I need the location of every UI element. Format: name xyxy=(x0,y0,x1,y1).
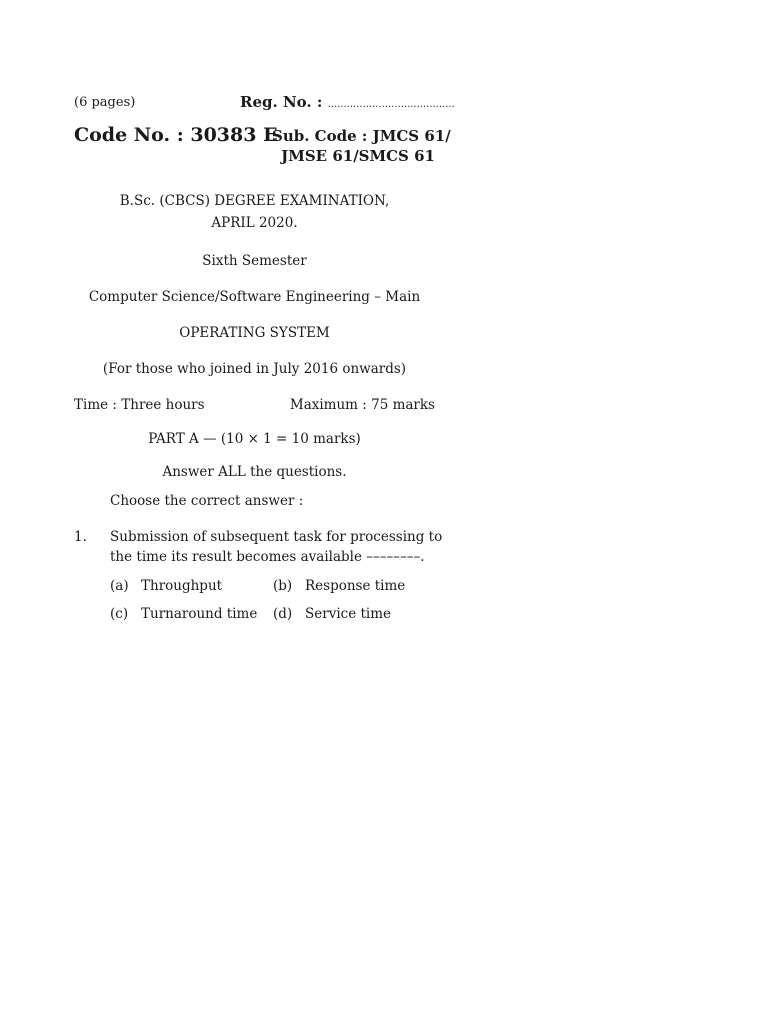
sub-code-line-2: JMSE 61/SMCS 61 xyxy=(281,147,435,165)
department: Computer Science/Software Engineering – Main xyxy=(88,289,421,305)
question-number: 1. xyxy=(74,529,87,545)
option-a-label: (a) xyxy=(110,578,129,594)
batch-note: (For those who joined in July 2016 onwards) xyxy=(102,361,407,377)
page-count: (6 pages) xyxy=(74,95,136,110)
option-d-label: (d) xyxy=(273,606,293,622)
option-c-text: Turnaround time xyxy=(141,606,258,622)
question-text-line-1: Submission of subsequent task for processing to xyxy=(110,529,443,545)
code-number: Code No. : 30383 E xyxy=(74,124,278,146)
exam-month: APRIL 2020. xyxy=(211,215,298,231)
reg-no-label: Reg. No. : xyxy=(240,93,328,111)
choose-instruction: Choose the correct answer : xyxy=(110,493,304,509)
option-c-label: (c) xyxy=(110,606,129,622)
option-b-text: Response time xyxy=(305,578,406,594)
exam-duration: Time : Three hours xyxy=(74,397,205,413)
sub-code-line-1: Sub. Code : JMCS 61/ xyxy=(272,127,451,145)
option-d-text: Service time xyxy=(305,606,392,622)
semester: Sixth Semester xyxy=(202,253,307,269)
degree-title: B.Sc. (CBCS) DEGREE EXAMINATION, xyxy=(119,193,390,209)
option-b-label: (b) xyxy=(273,578,293,594)
part-a-instruction: Answer ALL the questions. xyxy=(162,464,347,480)
option-a-text: Throughput xyxy=(141,578,223,594)
maximum-marks: Maximum : 75 marks xyxy=(289,397,435,413)
question-text-line-2: the time its result becomes available ––––––––. xyxy=(110,549,425,565)
part-a-heading: PART A — (10 × 1 = 10 marks) xyxy=(148,431,361,447)
reg-no-blank: ........................................ xyxy=(327,99,455,110)
registration-number xyxy=(240,93,455,111)
subject-title: OPERATING SYSTEM xyxy=(179,325,330,341)
